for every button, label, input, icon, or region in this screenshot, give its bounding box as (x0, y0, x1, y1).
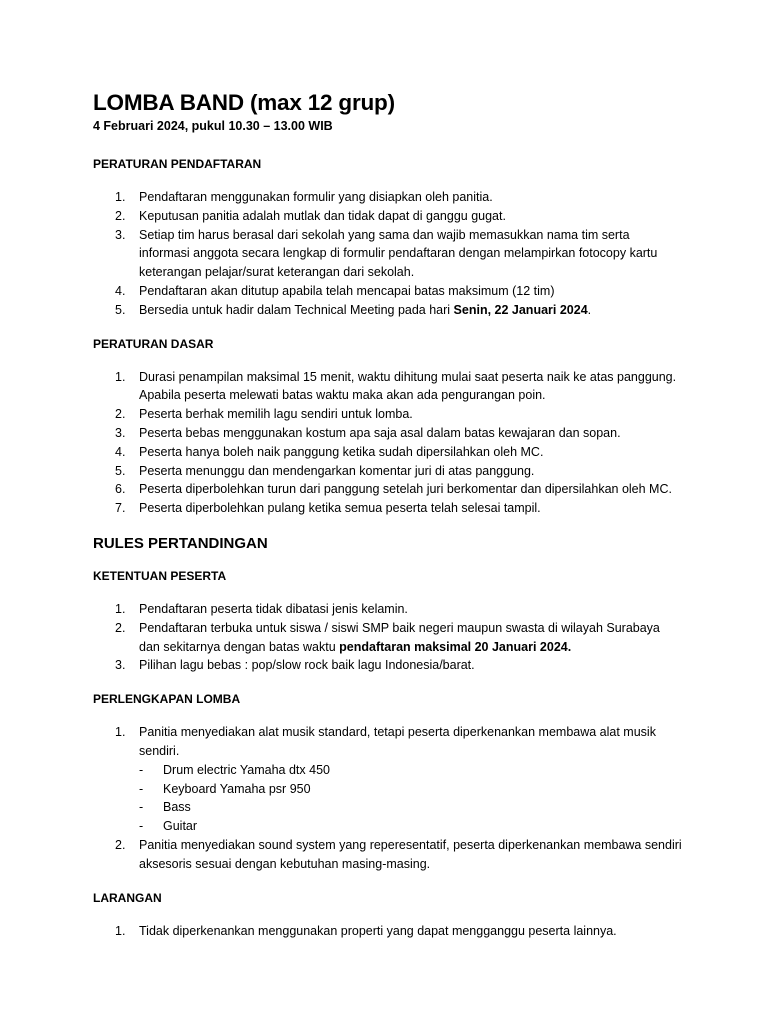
document-page (93, 88, 683, 956)
list-item-text-end: . (587, 302, 592, 317)
list-number: 3. (115, 227, 126, 242)
list-item (93, 499, 683, 518)
list-number: 2. (115, 208, 126, 223)
dash-bullet: - (139, 781, 144, 796)
list-item (93, 723, 683, 836)
list-number: 2. (115, 620, 126, 635)
instrument-item (139, 761, 683, 780)
list-number: 7. (115, 501, 126, 516)
list-item (93, 405, 683, 424)
instrument-item (139, 780, 683, 799)
registration-deadline: pendaftaran maksimal 20 Januari 2024. (339, 639, 572, 654)
list-item-text: Setiap tim harus berasal dari sekolah yang sama dan wajib memasukkan nama tim serta informasi anggota secara lengkap di formulir pendaftaran dengan melampirkan fotocopy kartu keterangan pelajar/surat keterangan dari sekolah. (139, 227, 658, 280)
section-heading-rules-pertandingan: RULES PERTANDINGAN (93, 534, 268, 552)
list-number: 3. (115, 425, 126, 440)
equipment-list (93, 723, 683, 873)
list-number: 1. (115, 369, 126, 384)
list-item-text: Peserta diperbolehkan turun dari panggung setelah juri berkomentar dan dipersilahkan oleh MC. (139, 482, 672, 497)
list-item (93, 836, 683, 874)
list-item-text: Tidak diperkenankan menggunakan properti yang dapat mengganggu peserta lainnya. (139, 923, 617, 938)
list-item (93, 282, 683, 301)
list-item (93, 226, 683, 282)
instrument-list (139, 761, 683, 836)
instrument-name: Keyboard Yamaha psr 950 (163, 781, 311, 796)
list-number: 1. (115, 725, 126, 740)
participant-terms-list (93, 600, 683, 675)
list-item-text: Peserta menunggu dan mendengarkan komentar juri di atas panggung. (139, 463, 535, 478)
list-number: 1. (115, 601, 126, 616)
list-item-text: Panitia menyediakan sound system yang reperesentatif, peserta diperkenankan membawa sendiri aksesoris sesuai dengan kebutuhan masing-masing. (139, 837, 682, 871)
list-item-text: Panitia menyediakan alat musik standard, tetapi peserta diperkenankan membawa alat musik sendiri. (139, 725, 656, 758)
event-date-time: 4 Februari 2024, pukul 10.30 – 13.00 WIB (93, 119, 333, 133)
list-item-text: Bersedia untuk hadir dalam Technical Meeting pada hari (139, 302, 454, 317)
list-item-text: Pendaftaran menggunakan formulir yang disiapkan oleh panitia. (139, 190, 493, 204)
section-heading-peraturan-pendaftaran: PERATURAN PENDAFTARAN (93, 157, 262, 171)
section-heading-peraturan-dasar: PERATURAN DASAR (93, 336, 214, 351)
list-item-text: Pendaftaran peserta tidak dibatasi jenis kelamin. (139, 601, 408, 616)
instrument-name: Drum electric Yamaha dtx 450 (163, 762, 330, 777)
list-item (93, 368, 683, 406)
list-number: 1. (115, 190, 126, 204)
list-number: 1. (115, 923, 126, 938)
list-item-text: Peserta hanya boleh naik panggung ketika sudah dipersilahkan oleh MC. (139, 444, 544, 459)
list-item (93, 600, 683, 619)
instrument-item (139, 817, 683, 836)
instrument-name: Bass (163, 800, 191, 815)
prohibitions-list (93, 922, 683, 941)
list-number: 3. (115, 658, 126, 673)
list-number: 2. (115, 407, 126, 422)
section-heading-perlengkapan-lomba: PERLENGKAPAN LOMBA (93, 692, 241, 707)
list-item (93, 424, 683, 443)
list-item-text: Peserta bebas menggunakan kostum apa saja asal dalam batas kewajaran dan sopan. (139, 425, 621, 440)
list-item-text: Keputusan panitia adalah mutlak dan tidak dapat di ganggu gugat. (139, 208, 506, 223)
dash-bullet: - (139, 800, 144, 815)
technical-meeting-date: Senin, 22 Januari 2024 (453, 302, 588, 317)
basic-rules-list (93, 368, 683, 518)
list-item (93, 188, 683, 207)
instrument-name: Guitar (163, 819, 198, 834)
list-item (93, 443, 683, 462)
list-item (93, 480, 683, 499)
dash-bullet: - (139, 762, 144, 777)
list-item (93, 922, 683, 941)
list-item (93, 207, 683, 226)
list-number: 4. (115, 283, 126, 298)
list-item-text: Peserta berhak memilih lagu sendiri untuk lomba. (139, 407, 413, 422)
registration-rules-list (93, 188, 683, 320)
list-number: 5. (115, 463, 126, 478)
instrument-item (139, 798, 683, 817)
document-title: LOMBA BAND (max 12 grup) (93, 90, 395, 115)
list-number: 4. (115, 444, 126, 459)
list-number: 5. (115, 302, 126, 317)
list-number: 2. (115, 837, 126, 852)
list-item (93, 619, 683, 657)
list-item-text: Pendaftaran terbuka untuk siswa / siswi SMP baik negeri maupun swasta di wilayah Surabaya dan sekitarnya dengan batas waktu (139, 620, 660, 654)
list-item-text: Pendaftaran akan ditutup apabila telah mencapai batas maksimum (12 tim) (139, 283, 555, 298)
list-number: 6. (115, 482, 126, 497)
list-item (93, 656, 683, 675)
list-item-text: Peserta diperbolehkan pulang ketika semua peserta telah selesai tampil. (139, 501, 541, 516)
section-heading-ketentuan-peserta: KETENTUAN PESERTA (93, 568, 227, 583)
list-item (93, 301, 683, 320)
list-item-text: Pilihan lagu bebas : pop/slow rock baik lagu Indonesia/barat. (139, 658, 475, 673)
list-item-text: Durasi penampilan maksimal 15 menit, waktu dihitung mulai saat peserta naik ke atas panggung. Apabila peserta melewati batas waktu maka akan ada pengurangan poin. (139, 369, 677, 403)
section-heading-larangan: LARANGAN (93, 890, 162, 905)
list-item (93, 462, 683, 481)
dash-bullet: - (139, 819, 144, 834)
